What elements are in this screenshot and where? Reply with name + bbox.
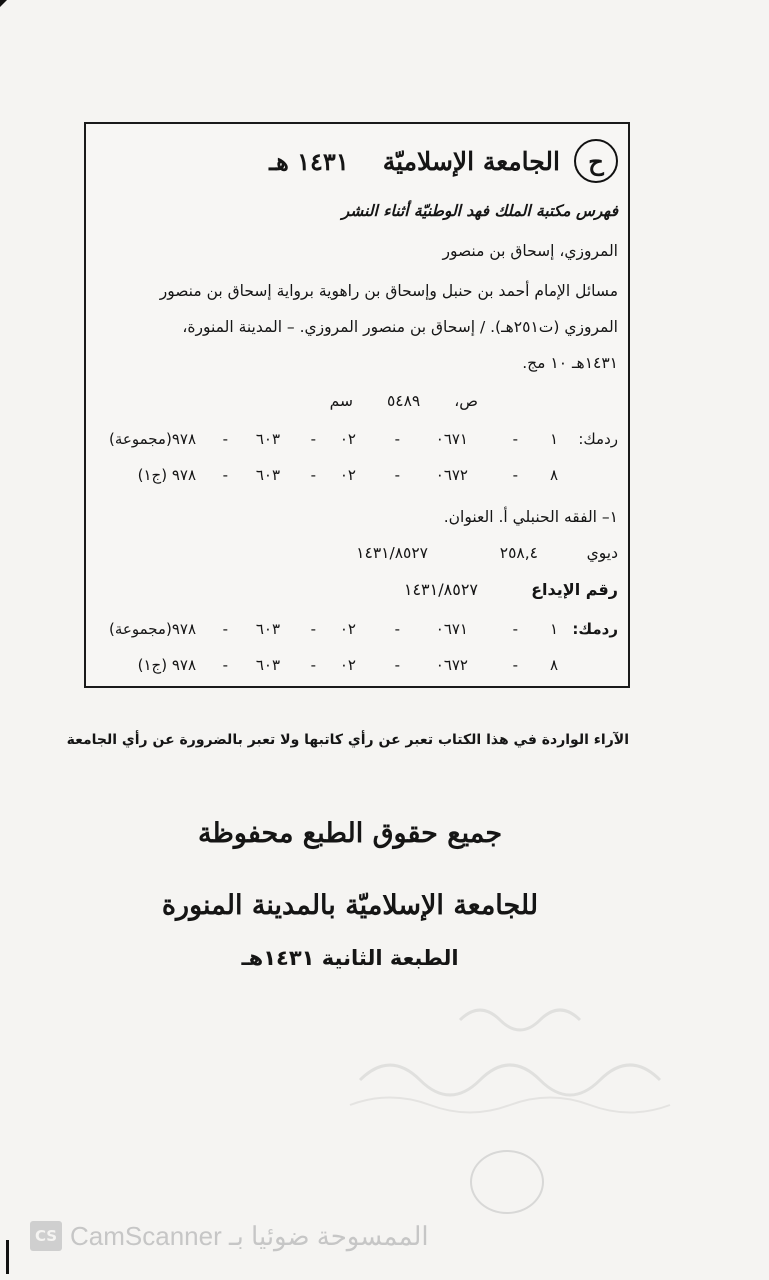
isbn-label: ردمك: [572,620,618,638]
isbn-dash: - [310,430,316,448]
isbn-part: ٦٠٣ [255,466,280,484]
university-year: ١٤٣١ هـ [269,146,349,176]
rights-line-2: للجامعة الإسلاميّة بالمدينة المنورة [161,890,539,921]
isbn-part: ٠٢ [339,466,356,484]
edge-mark [6,1240,9,1274]
isbn-dash: - [310,656,316,674]
isbn-part: ٠٦٧٢ [435,466,468,484]
library-title: فهرس مكتبة الملك فهد الوطنيّة أثناء النشر [341,202,618,220]
dewey-number: ١٤٣١/٨٥٢٧ [356,544,428,562]
circle-letter: ح [574,139,618,183]
isbn-dash: - [222,466,228,484]
isbn-part: ٠٦٧٢ [435,656,468,674]
pages-line [296,392,478,410]
catalog-card [84,122,630,688]
camscanner-watermark [30,1218,429,1254]
pages-label: ص، [454,392,478,410]
faint-circle-icon [470,1150,544,1214]
title-line-3: ١٤٣١هـ ١٠ مج. [522,354,618,372]
isbn-dash: - [394,430,400,448]
isbn-dash: - [512,656,518,674]
isbn-row-vol-1 [98,466,618,490]
dewey-label: ديوي [586,544,618,562]
dewey-line [108,544,618,568]
isbn-dash: - [222,430,228,448]
isbn-row-vol-2 [98,656,618,680]
isbn-part: ٩٧٨ (ج١) [137,656,196,674]
title-line-1: مسائل الإمام أحمد بن حنبل وإسحاق بن راهوية برواية إسحاق بن منصور [159,282,618,300]
isbn-dash: - [222,620,228,638]
isbn-label: ردمك: [578,430,618,448]
corner-mark [0,0,7,7]
disclaimer-text: الآراء الواردة في هذا الكتاب تعبر عن رأي كاتبها ولا تعبر بالضرورة عن رأي الجامعة [66,732,629,748]
isbn-part: ٦٠٣ [255,656,280,674]
isbn-dash: - [512,430,518,448]
size-label: سم [329,392,353,410]
isbn-part: ٨ [549,656,558,674]
rights-line-1: جميع حقوق الطبع محفوظة [197,818,503,849]
isbn-part: ٨ [549,466,558,484]
deposit-line [108,580,618,604]
isbn-part: ١ [549,620,558,638]
isbn-part: ٠٢ [339,620,356,638]
deposit-label: رقم الإيداع [531,580,618,599]
isbn-dash: - [394,466,400,484]
isbn-part: ٩٧٨ (ج١) [137,466,196,484]
isbn-part: ٠٦٧١ [435,430,468,448]
isbn-dash: - [512,620,518,638]
isbn-part: ٩٧٨(مجموعة) [108,620,196,638]
card-header [269,138,618,184]
isbn-dash: - [512,466,518,484]
isbn-part: ٩٧٨(مجموعة) [108,430,196,448]
subject-line: ١– الفقه الحنبلي أ. العنوان. [443,508,618,526]
isbn-part: ١ [549,430,558,448]
isbn-dash: - [222,656,228,674]
isbn-part: ٠٢ [339,656,356,674]
isbn-part: ٠٦٧١ [435,620,468,638]
isbn-part: ٦٠٣ [255,620,280,638]
faint-stamp-icon [340,990,700,1130]
edition-line: الطبعة الثانية ١٤٣١هـ [241,946,459,970]
author-line: المروزي، إسحاق بن منصور [442,242,618,260]
university-name: الجامعة الإسلاميّة [382,146,560,176]
dewey-value: ٢٥٨,٤ [499,544,538,562]
isbn-part: ٠٢ [339,430,356,448]
deposit-value: ١٤٣١/٨٥٢٧ [403,580,478,599]
isbn-dash: - [394,620,400,638]
camscanner-text: CamScanner الممسوحة ضوئيا بـ [70,1220,429,1251]
isbn-row-set-2 [98,620,618,644]
title-line-2: المروزي (ت٢٥١هـ). / إسحاق بن منصور المروزي. – المدينة المنورة، [182,318,618,336]
pages-value: ٥٤٨٩ [386,392,421,410]
isbn-row-set-1 [98,430,618,454]
isbn-dash: - [394,656,400,674]
isbn-part: ٦٠٣ [255,430,280,448]
camscanner-logo-icon: CS [30,1221,62,1251]
isbn-dash: - [310,466,316,484]
isbn-dash: - [310,620,316,638]
